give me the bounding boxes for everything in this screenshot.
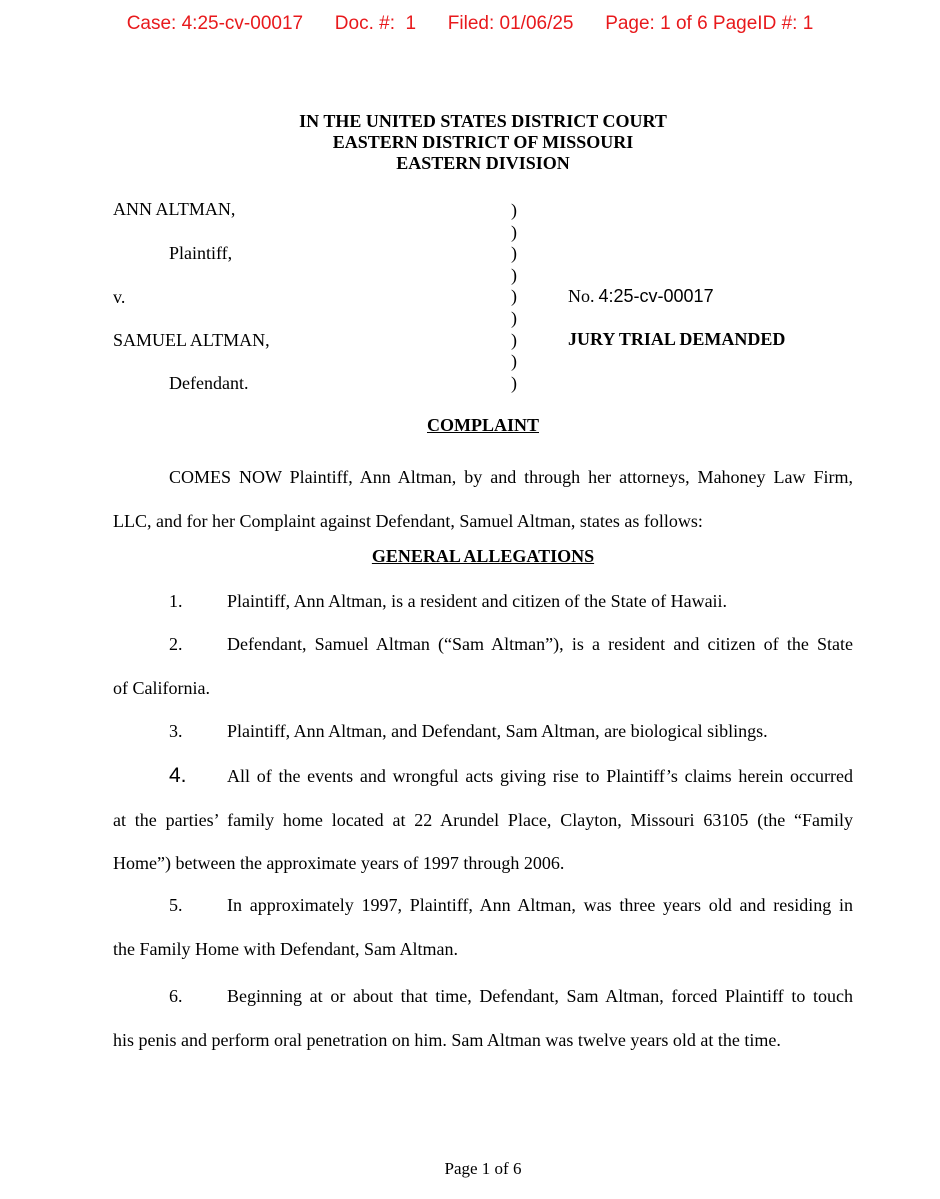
paren: ): [511, 243, 517, 264]
court-line-1: IN THE UNITED STATES DISTRICT COURT: [299, 111, 667, 131]
allegation-4: [113, 754, 853, 886]
allegation-number: 5.: [169, 895, 183, 915]
plaintiff-role: Plaintiff,: [169, 243, 233, 263]
complaint-title: COMPLAINT: [427, 415, 539, 435]
paren: ): [511, 286, 517, 307]
case-number-value: 4:25-cv-00017: [598, 286, 714, 306]
allegation-number: 6.: [169, 986, 183, 1006]
intro-line-2: LLC, and for her Complaint against Defendant, Samuel Altman, states as follows:: [113, 510, 703, 531]
allegation-1: [113, 580, 853, 624]
allegation-number: 4.: [169, 764, 187, 787]
paren: ): [511, 372, 517, 393]
stamp-doc: Doc. #: 1: [334, 13, 417, 34]
paren: ): [511, 329, 517, 350]
plaintiff-name: ANN ALTMAN,: [113, 199, 236, 219]
court-heading: [0, 111, 940, 174]
case-number: [568, 286, 714, 307]
allegation-6-line-2: his penis and perform oral penetration on him. Sam Altman was twelve years old at the time.: [113, 1029, 781, 1050]
allegation-2-line-1: 2. Defendant, Samuel Altman (“Sam Altman”), is a resident and citizen of the State: [113, 623, 853, 667]
court-line-3: EASTERN DIVISION: [396, 153, 570, 173]
allegation-4-line-1: 4. All of the events and wrongful acts giving rise to Plaintiff’s claims herein occurred: [113, 754, 853, 799]
allegation-5: [113, 884, 853, 971]
allegation-3: [113, 710, 853, 754]
allegation-5-line-2: the Family Home with Defendant, Sam Altman.: [113, 938, 458, 959]
case-number-label: No.: [568, 286, 595, 306]
allegation-5-line-1: 5. In approximately 1997, Plaintiff, Ann Altman, was three years old and residing in: [113, 884, 853, 928]
allegation-2-line-2: of California.: [113, 677, 210, 698]
allegation-2: [113, 623, 853, 710]
intro-line-1: COMES NOW Plaintiff, Ann Altman, by and through her attorneys, Mahoney Law Firm,: [169, 467, 853, 487]
paren: ): [511, 351, 517, 372]
filing-stamp: [0, 13, 940, 35]
allegation-3-line: 3. Plaintiff, Ann Altman, and Defendant, Sam Altman, are biological siblings.: [113, 710, 853, 754]
stamp-case: Case: 4:25-cv-00017: [126, 13, 304, 34]
court-line-2: EASTERN DISTRICT OF MISSOURI: [332, 132, 634, 152]
defendant-name: SAMUEL ALTMAN,: [113, 330, 270, 350]
allegation-6-line-1: 6. Beginning at or about that time, Defendant, Sam Altman, forced Plaintiff to touch: [113, 975, 853, 1019]
page-footer: Page 1 of 6: [444, 1159, 522, 1178]
caption-parentheses: [511, 200, 517, 394]
paren: ): [511, 264, 517, 285]
allegation-number: 3.: [169, 721, 183, 741]
allegation-number: 2.: [169, 634, 183, 654]
paren: ): [511, 200, 517, 220]
section-title: GENERAL ALLEGATIONS: [371, 546, 595, 566]
versus: v.: [113, 287, 126, 307]
allegation-4-line-3: Home”) between the approximate years of 1997 through 2006.: [113, 853, 565, 873]
allegation-number: 1.: [169, 591, 183, 611]
complaint-title-wrap: [0, 415, 940, 436]
allegation-1-line: 1. Plaintiff, Ann Altman, is a resident and citizen of the State of Hawaii.: [113, 580, 853, 624]
intro-paragraph: [113, 456, 853, 543]
defendant-role: Defendant.: [169, 373, 249, 393]
jury-demand: JURY TRIAL DEMANDED: [568, 329, 786, 349]
stamp-page: Page: 1 of 6 PageID #: 1: [605, 13, 814, 34]
paren: ): [511, 221, 517, 242]
allegation-6: [113, 975, 853, 1062]
paren: ): [511, 307, 517, 328]
allegation-4-line-2: at the parties’ family home located at 22 Arundel Place, Clayton, Missouri 63105 (the “Family: [113, 809, 853, 830]
section-title-wrap: [0, 546, 940, 567]
stamp-filed: Filed: 01/06/25: [447, 13, 574, 34]
